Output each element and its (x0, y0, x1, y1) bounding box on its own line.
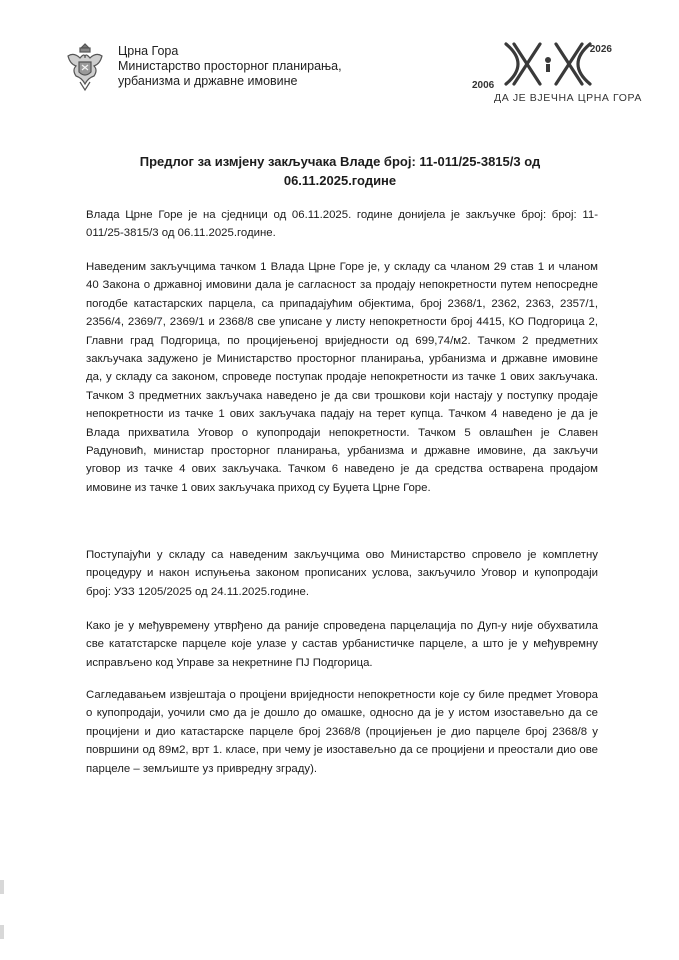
coat-of-arms-icon (62, 38, 108, 94)
jubilee-xx-mark-icon (500, 40, 596, 88)
scan-edge-mark (0, 925, 4, 939)
title-line: 06.11.2025.године (283, 173, 397, 188)
jubilee-slogan: ДА ЈЕ ВЈЕЧНА ЦРНА ГОРА (494, 92, 643, 104)
jubilee-year-end: 2026 (589, 44, 612, 55)
ministry-line: Црна Гора (118, 44, 179, 58)
document-title (80, 152, 600, 190)
paragraph: Влада Црне Горе је на сједници од 06.11.2025. године донијела је закључке број: број: 11-011/25-3815/3 од 06.11.2025.године. (86, 209, 598, 240)
jubilee-logo (472, 38, 643, 114)
title-line: Предлог за измјену закључака Владе број: 11-011/25-3815/3 од (139, 154, 541, 169)
ministry-name (118, 44, 342, 89)
paragraph: Како је у међувремену утврђено да раније спроведена парцелација по Дуп-у није обухватила све кататстарске парцеле које улазе у састав урбанистичке парцеле, а што је у међувремну исправљено код Управе за некретнине ПЈ Подгорица. (86, 620, 598, 669)
paragraph: Поступајући у складу са наведеним закључцима ово Министарство спровело је комплетну процедуру и након испуњења законом прописаних услова, закључило Уговор и купопродаји број: УЗЗ 1205/2025 од 24.11.2025.године. (86, 549, 598, 598)
jubilee-year-start: 2006 (472, 80, 495, 91)
ministry-line: Министарство просторног планирања, (118, 59, 342, 73)
ministry-line: урбанизма и државне имовине (118, 74, 298, 88)
letterhead (62, 38, 643, 118)
paragraph: Сагледавањем извјештаја о процјени вриједности непокретности које су биле предмет Уговора о купопродаји, уочили смо да је дошло до омашке, односно да је у истом изоставељно да се процијени и дио катастарске парцеле број 2368/8 (процијењен је дио парцеле број 2368/8 у површини од 89м2, врт 1. класе, при чему је изоставељно да се процијени и преостали дио ове парцеле – земљиште уз привредну зграду). (86, 689, 598, 775)
scan-edge-mark (0, 880, 4, 894)
paragraph: Наведеним закључцима тачком 1 Влада Црне Горе је, у складу са чланом 29 став 1 и чланом 40 Закона о државној имовини дала је сагласност за продају непокретности путем непосредне погодбе катастарских парцела, са припадајућим објектима, број 2368/1, 2362, 2363, 2357/1, 2356/4, 2369/7, 2369/1 и 2368/8 све уписане у листу непокретности број 4415, КО Подгорица 2, Главни град Подгорица, по процијењеној вриједности од 699,74/м2. Тачком 2 предметних закључака задужено је Министарство просторног планирања, урбанизма и државне имовине да, у складу са законом, спроведе поступак продаје непокретности из тачке 1 ових закључака. Тачком 3 предметних закључака наведено је да сви трошкови који настају у поступку продаје непокретности из тачке 1 ових закључака падају на терет купца. Тачком 4 наведено је да је Влада прихватила Уговор о купопродаји непокретности. Тачком 5 овлашћен је Славен Радуновић, министар просторног планирања, урбанизма и државне имовине, да закључи уговор из тачке 4 ових закључака. Тачком 6 наведено је да средства остварена продајом имовине из тачке 1 ових закључака приход су Буџета Црне Горе. (86, 261, 598, 494)
